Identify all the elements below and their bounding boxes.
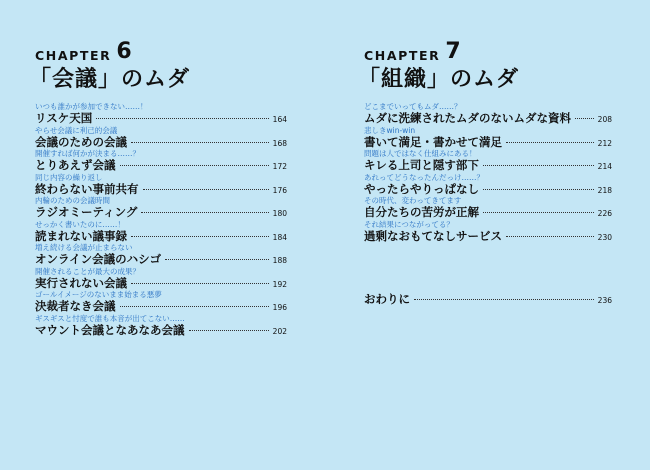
- entry-subtitle: それ結果につながってる？: [364, 219, 454, 229]
- toc-entry[interactable]: [364, 173, 612, 197]
- chapter-7-column: [358, 39, 612, 316]
- dot-leader: [141, 212, 268, 213]
- entry-page: 180: [272, 209, 287, 218]
- entry-page: 212: [597, 138, 612, 148]
- toc-entry[interactable]: [35, 243, 287, 267]
- entry-subtitle: 問題は人ではなく仕組みにある！: [364, 149, 477, 158]
- entry-page: 172: [272, 162, 287, 171]
- entry-page: 192: [272, 279, 287, 289]
- entry-title: 読まれない議事録: [35, 228, 127, 243]
- dot-leader: [506, 142, 594, 143]
- dot-leader: [575, 118, 594, 119]
- dot-leader: [483, 165, 594, 166]
- toc-entry[interactable]: [35, 173, 287, 197]
- dot-leader: [189, 330, 269, 331]
- toc-entry-closing[interactable]: [364, 292, 612, 316]
- entry-page: 226: [597, 209, 612, 218]
- entry-title: キレる上司と隠す部下: [364, 158, 479, 172]
- entry-title: マウント会議となあなあ会議: [35, 322, 185, 337]
- dot-leader: [143, 189, 269, 190]
- dot-leader: [131, 283, 269, 284]
- entry-page: 176: [272, 185, 287, 195]
- dot-leader: [165, 259, 269, 260]
- dot-leader: [120, 306, 269, 307]
- chapter-label: CHAPTER: [35, 48, 112, 63]
- entry-page: 230: [597, 232, 612, 242]
- dot-leader: [131, 142, 269, 143]
- toc-entry[interactable]: [35, 126, 287, 150]
- entry-title: やったらやりっぱなし: [364, 181, 479, 196]
- toc-entry[interactable]: [364, 149, 612, 173]
- toc-entry[interactable]: [364, 126, 612, 150]
- toc-entry[interactable]: [35, 196, 287, 220]
- dot-leader: [120, 165, 269, 166]
- chapter-6-entries: [35, 102, 287, 337]
- toc-entry[interactable]: [35, 220, 287, 244]
- chapter-number: 7: [445, 39, 461, 64]
- entry-title: 自分たちの苦労が正解: [364, 205, 479, 219]
- entry-page: 214: [597, 162, 612, 171]
- entry-title: リスケ天国: [35, 111, 93, 125]
- entry-title: 過剰なおもてなしサービス: [364, 228, 502, 243]
- entry-subtitle: どこまでいってもムダ……？: [364, 102, 462, 111]
- chapter-7-title: 「組織」のムダ: [358, 67, 520, 92]
- entry-title: ラジオミーティング: [35, 205, 138, 219]
- entry-subtitle: 開催すれば何かが決まる……？: [35, 149, 140, 158]
- entry-page: 164: [272, 115, 287, 124]
- entry-title: オンライン会議のハシゴ: [35, 252, 162, 266]
- entry-subtitle: 開催されることが最大の成果？: [35, 266, 140, 276]
- toc-entry[interactable]: [35, 290, 287, 314]
- toc-entry[interactable]: [364, 220, 612, 244]
- entry-title: 会議のための会議: [35, 134, 127, 149]
- dot-leader: [483, 189, 594, 190]
- chapter-label: CHAPTER: [364, 48, 441, 63]
- toc-entry[interactable]: [35, 314, 287, 338]
- entry-title: 決裁者なき会議: [35, 299, 116, 313]
- entry-subtitle: ゴールイメージのないまま始まる悪夢: [35, 290, 162, 299]
- entry-subtitle: 同じ内容の繰り返し: [35, 172, 103, 182]
- entry-page: 236: [597, 296, 612, 305]
- chapter-number: 6: [116, 39, 132, 64]
- entry-title: 終わらない事前共有: [35, 181, 139, 196]
- entry-subtitle: 悲しきwin-win: [364, 125, 416, 135]
- toc-entry[interactable]: [364, 102, 612, 126]
- entry-page: 218: [597, 185, 612, 195]
- entry-page: 196: [272, 303, 287, 312]
- entry-subtitle: 内輪のための会議時間: [35, 196, 110, 205]
- entry-subtitle: その時代、変わってきてます: [364, 196, 462, 205]
- entry-page: 208: [597, 115, 612, 124]
- entry-title: 実行されない会議: [35, 275, 127, 290]
- entry-page: 184: [272, 232, 287, 242]
- entry-title: 書いて満足・書かせて満足: [364, 134, 502, 149]
- toc-entry[interactable]: [364, 196, 612, 220]
- entry-title: ムダに洗練されたムダのないムダな資料: [364, 111, 571, 125]
- entry-subtitle: やらせ会議に利己的会議: [35, 125, 118, 135]
- entry-page: 202: [272, 326, 287, 336]
- dot-leader: [483, 212, 594, 213]
- toc-entry[interactable]: [35, 102, 287, 126]
- chapter-7-heading: [364, 40, 612, 62]
- toc-entry[interactable]: [35, 149, 287, 173]
- dot-leader: [414, 299, 594, 300]
- dot-leader: [131, 236, 269, 237]
- dot-leader: [96, 118, 268, 119]
- entry-title: おわりに: [364, 292, 410, 306]
- entry-subtitle: いつも誰かが参加できない……！: [35, 102, 148, 111]
- chapter-6-title: 「会議」のムダ: [29, 67, 191, 92]
- entry-page: 168: [272, 138, 287, 148]
- entry-title: とりあえず会議: [35, 158, 116, 172]
- entry-subtitle: あれってどうなったんだっけ……？: [364, 172, 484, 182]
- entry-page: 188: [272, 256, 287, 265]
- entry-subtitle: せっかく書いたのに……！: [35, 219, 125, 229]
- entry-subtitle: ギスギスと忖度で誰も本音が出てこない……: [35, 313, 185, 323]
- chapter-7-entries: [364, 102, 612, 243]
- toc-entry[interactable]: [35, 267, 287, 291]
- chapter-6-heading: [35, 40, 287, 62]
- dot-leader: [506, 236, 594, 237]
- entry-subtitle: 増え続ける会議が止まらない: [35, 243, 133, 252]
- chapter-6-column: [29, 39, 287, 337]
